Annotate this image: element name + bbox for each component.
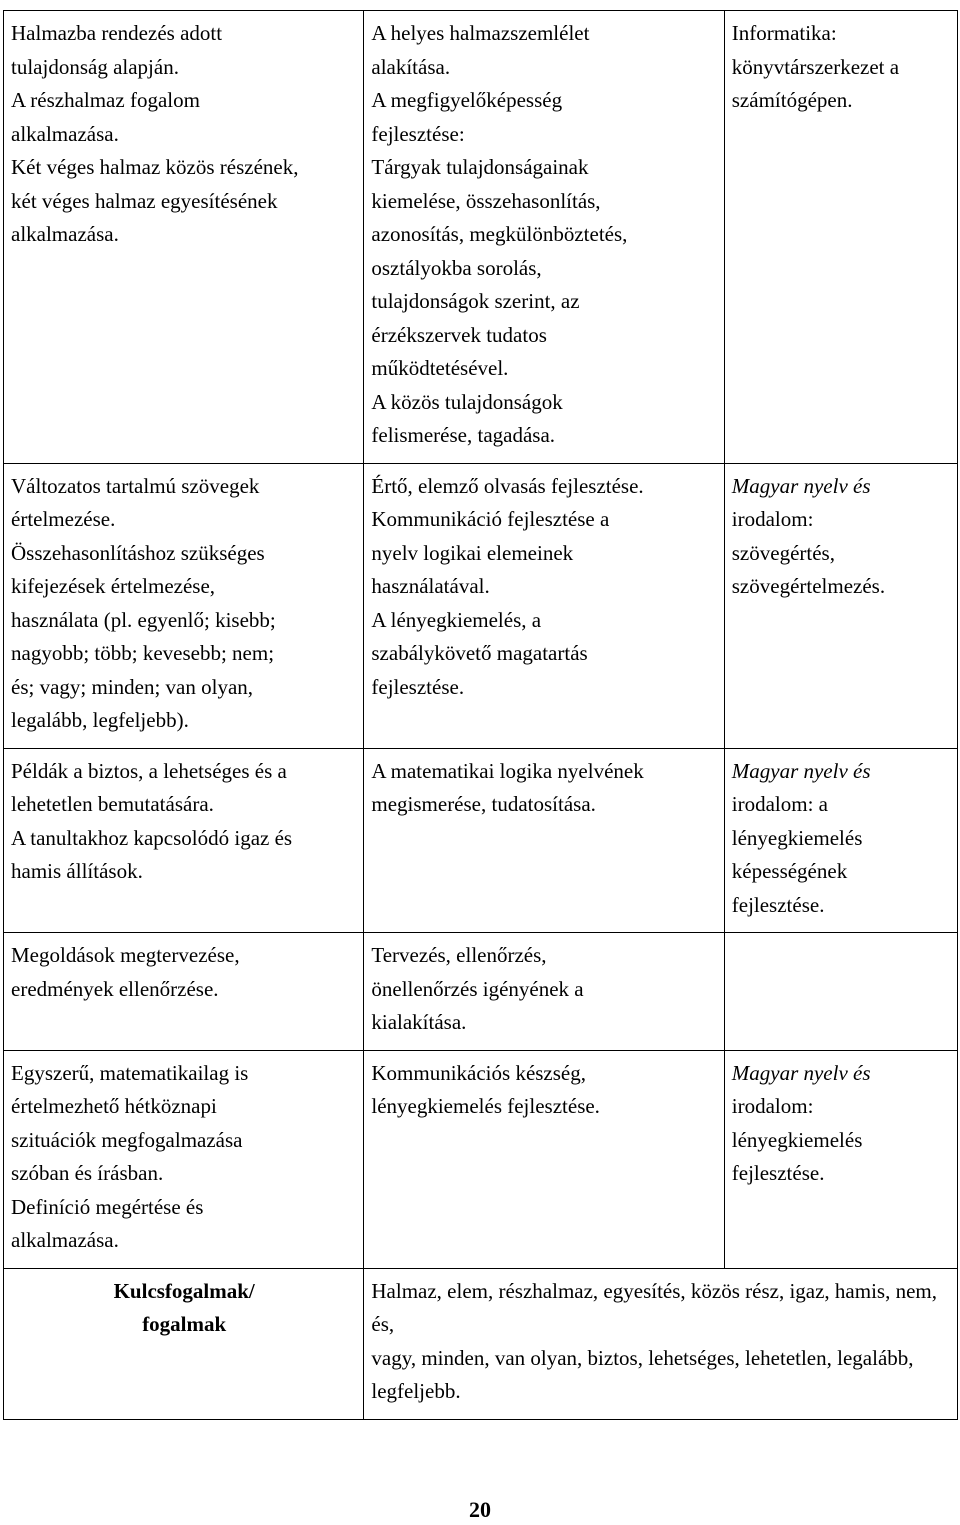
development-line: A megfigyelőképesség <box>371 88 563 112</box>
development-line: kiemelése, összehasonlítás, <box>371 188 601 213</box>
development-line: érzékszervek tudatos <box>371 322 547 347</box>
connections-line: képességének <box>731 859 848 883</box>
content-cell <box>4 748 364 933</box>
development-line: fejlesztése. <box>371 674 465 699</box>
connections-cell <box>724 933 957 1051</box>
connections-line: könyvtárszerkezet a <box>731 54 900 79</box>
content-line: A tanultakhoz kapcsolódó igaz és <box>11 825 293 850</box>
content-line: A részhalmaz fogalom <box>11 88 200 112</box>
connections-cell <box>724 463 957 748</box>
content-line: tulajdonság alapján. <box>11 54 179 79</box>
content-line: és; vagy; minden; van olyan, <box>11 674 254 699</box>
content-line: Definíció megértése és <box>11 1194 204 1219</box>
connections-line: Informatika: <box>731 21 837 45</box>
table-row <box>4 1050 958 1268</box>
content-line: alkalmazása. <box>11 222 119 246</box>
development-line: azonosítás, megkülönböztetés, <box>371 222 628 246</box>
keywords-row <box>4 1268 958 1419</box>
development-line: önellenőrzés igényének a <box>371 976 584 1001</box>
connections-line: fejlesztése. <box>731 1161 825 1185</box>
connections-line: lényegkiemelés <box>731 1127 863 1152</box>
content-line: szóban és írásban. <box>11 1161 164 1185</box>
development-line: kialakítása. <box>371 1010 467 1034</box>
table-row <box>4 933 958 1051</box>
content-cell <box>4 933 364 1051</box>
connections-cell <box>724 1050 957 1268</box>
keywords-text-line: Halmaz, elem, részhalmaz, egyesítés, közös rész, igaz, hamis, nem, és, <box>371 1278 937 1336</box>
development-line: tulajdonságok szerint, az <box>371 289 580 313</box>
development-line: lényegkiemelés fejlesztése. <box>371 1094 600 1118</box>
development-cell <box>364 933 724 1051</box>
development-line: alakítása. <box>371 54 451 79</box>
table-row <box>4 748 958 933</box>
connections-cell <box>724 11 957 464</box>
keywords-text-line: legfeljebb. <box>371 1379 461 1403</box>
development-cell <box>364 11 724 464</box>
development-line: Tárgyak tulajdonságainak <box>371 155 589 179</box>
content-cell <box>4 11 364 464</box>
keywords-label-cell <box>4 1268 364 1419</box>
content-line: lehetetlen bemutatására. <box>11 792 214 816</box>
content-line: alkalmazása. <box>11 1228 119 1252</box>
connections-subject-line: Magyar nyelv és <box>731 1060 871 1085</box>
connections-line: irodalom: <box>731 507 814 531</box>
connections-line: szövegértelmezés. <box>731 574 886 598</box>
content-line: legalább, legfeljebb). <box>11 708 189 732</box>
development-line: A közös tulajdonságok <box>371 389 563 414</box>
development-line: működtetésével. <box>371 356 509 380</box>
content-line: Megoldások megtervezése, <box>11 943 240 967</box>
page-number: 20 <box>469 1497 491 1522</box>
development-line: A lényegkiemelés, a <box>371 607 542 632</box>
content-cell <box>4 463 364 748</box>
development-line: A matematikai logika nyelvének <box>371 758 644 783</box>
connections-line: számítógépen. <box>731 88 853 112</box>
content-line: Példák a biztos, a lehetséges és a <box>11 758 287 783</box>
development-line: Kommunikációs készség, <box>371 1060 586 1085</box>
content-line: szituációk megfogalmazása <box>11 1127 243 1152</box>
connections-line: irodalom: <box>731 1094 814 1118</box>
development-line: Értő, elemző olvasás fejlesztése. <box>371 473 644 498</box>
keywords-text-line: vagy, minden, van olyan, biztos, lehetséges, lehetetlen, legalább, <box>371 1345 914 1370</box>
keywords-text-cell <box>364 1268 958 1419</box>
table-row <box>4 11 958 464</box>
connections-cell <box>724 748 957 933</box>
development-line: felismerése, tagadása. <box>371 423 556 447</box>
development-line: Kommunikáció fejlesztése a <box>371 507 610 531</box>
connections-line: irodalom: a <box>731 792 828 816</box>
content-line: Egyszerű, matematikailag is <box>11 1060 249 1085</box>
development-line: Tervezés, ellenőrzés, <box>371 943 547 967</box>
content-line: alkalmazása. <box>11 121 119 146</box>
content-line: eredmények ellenőrzése. <box>11 976 219 1001</box>
connections-line: lényegkiemelés <box>731 825 863 850</box>
development-line: szabálykövető magatartás <box>371 641 588 665</box>
content-line: Változatos tartalmú szövegek <box>11 473 260 498</box>
development-line: osztályokba sorolás, <box>371 255 542 280</box>
keywords-label-line: Kulcsfogalmak/ <box>113 1278 255 1303</box>
curriculum-table <box>3 10 958 1420</box>
development-line: nyelv logikai elemeinek <box>371 540 574 565</box>
content-line: nagyobb; több; kevesebb; nem; <box>11 641 275 665</box>
connections-subject-line: Magyar nyelv és <box>731 758 871 783</box>
content-line: értelmezhető hétköznapi <box>11 1094 217 1118</box>
development-line: A helyes halmazszemlélet <box>371 21 590 45</box>
content-line: hamis állítások. <box>11 859 143 883</box>
development-line: fejlesztése: <box>371 121 465 146</box>
table-row <box>4 463 958 748</box>
development-cell <box>364 1050 724 1268</box>
content-line: értelmezése. <box>11 507 116 531</box>
content-line: Két véges halmaz közös részének, <box>11 155 299 179</box>
content-line: Összehasonlításhoz szükséges <box>11 540 265 565</box>
connections-subject-line: Magyar nyelv és <box>731 473 871 498</box>
development-line: megismerése, tudatosítása. <box>371 792 596 816</box>
connections-line: szövegértés, <box>731 540 835 565</box>
curriculum-table-body <box>4 11 958 1420</box>
content-line: két véges halmaz egyesítésének <box>11 188 278 213</box>
development-cell <box>364 748 724 933</box>
connections-line: fejlesztése. <box>731 892 825 917</box>
development-line: használatával. <box>371 574 490 598</box>
development-cell <box>364 463 724 748</box>
keywords-label-line: fogalmak <box>142 1312 227 1336</box>
content-cell <box>4 1050 364 1268</box>
content-line: Halmazba rendezés adott <box>11 21 223 45</box>
content-line: kifejezések értelmezése, <box>11 574 216 598</box>
content-line: használata (pl. egyenlő; kisebb; <box>11 607 276 632</box>
